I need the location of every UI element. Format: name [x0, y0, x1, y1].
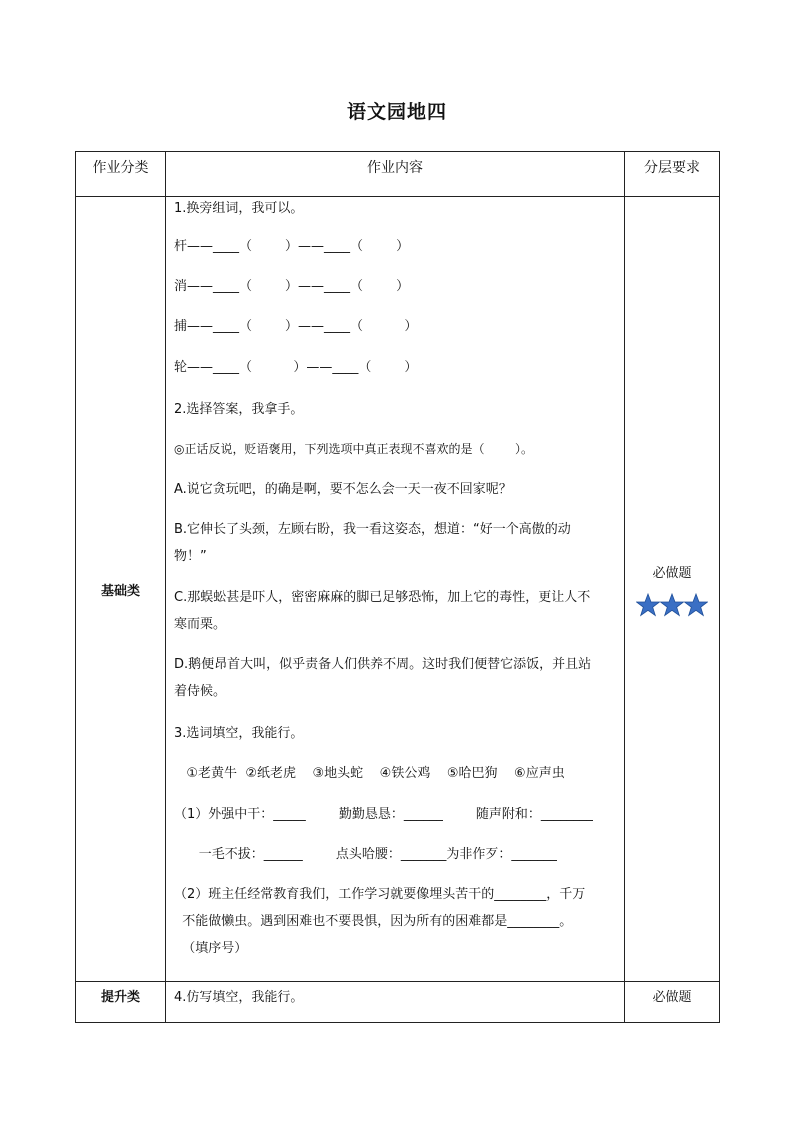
- exercise-line: A.说它贪玩吧，的确是啊，要不怎么会一天一夜不回家呢？: [174, 482, 512, 497]
- requirement-advanced: 必做题: [652, 990, 692, 1005]
- exercise-line: ①老黄牛 ②纸老虎 ③地头蛇 ④铁公鸡 ⑤哈巴狗 ⑥应声虫: [174, 766, 565, 781]
- table-header-row: [76, 152, 720, 197]
- requirement-basic-cell: [625, 197, 720, 982]
- exercise-line: （1）外强中干：_____ 勤勤恳恳：______ 随声附和：________: [174, 807, 593, 822]
- exercise-line: 杆——____（ ）——____（ ）: [174, 239, 410, 254]
- exercise-line: ◎正话反说，贬语褒用，下列选项中真正表现不喜欢的是（ ）。: [174, 442, 533, 456]
- table-row-advanced: [76, 982, 720, 1023]
- exercise-line: 4.仿写填空，我能行。: [174, 990, 304, 1005]
- exercise-line: 一毛不拔：______ 点头哈腰：_______为非作歹：_______: [174, 847, 557, 862]
- exercise-line: 物！”: [174, 549, 207, 564]
- exercise-line: 2.选择答案，我拿手。: [174, 402, 304, 417]
- requirement-basic: 必做题: [652, 565, 692, 581]
- exercise-line: （填序号）: [174, 941, 248, 956]
- header-content-cell: [166, 152, 625, 197]
- category-advanced-cell: [76, 982, 166, 1023]
- exercise-line: 寒而栗。: [174, 617, 227, 632]
- requirement-advanced-cell: [625, 982, 720, 1023]
- difficulty-stars: [625, 593, 719, 617]
- header-requirement-cell: [625, 152, 720, 197]
- header-category: 作业分类: [92, 160, 149, 176]
- category-advanced: 提升类: [100, 990, 140, 1005]
- basic-content-cell: [166, 197, 625, 982]
- exercise-line: C.那蜈蚣甚是吓人，密密麻麻的脚已足够恐怖，加上它的毒性，更让人不: [174, 590, 591, 605]
- header-content: 作业内容: [367, 160, 423, 176]
- exercise-line: 轮——____（ ）——____（ ）: [174, 360, 418, 375]
- exercise-line: B.它伸长了头颈，左顾右盼，我一看这姿态，想道：“好一个高傲的动: [174, 522, 571, 537]
- header-category-cell: [76, 152, 166, 197]
- exercise-line: D.鹅便昂首大叫，似乎责备人们供养不周。这时我们便替它添饭，并且站: [174, 657, 592, 672]
- exercise-line: 不能做懒虫。遇到困难也不要畏惧，因为所有的困难都是________。: [174, 914, 573, 929]
- star-icon: [636, 593, 660, 617]
- category-basic: 基础类: [76, 197, 166, 982]
- exercise-line: 1.换旁组词，我可以。: [174, 201, 304, 216]
- exercise-line: （2）班主任经常教育我们，工作学习就要像埋头苦干的________，千万: [174, 887, 586, 902]
- exercise-line: 捕——____（ ）——____（ ）: [174, 319, 418, 334]
- exercise-line: 消——____（ ）——____（ ）: [174, 279, 410, 294]
- star-icon: [660, 593, 684, 617]
- advanced-content-cell: [166, 982, 625, 1023]
- header-requirement: 分层要求: [644, 160, 700, 176]
- page-title: 语文园地四: [346, 101, 447, 123]
- exercise-line: 3.选词填空，我能行。: [174, 726, 304, 741]
- exercise-line: 着侍候。: [174, 684, 227, 699]
- table-row-basic: [76, 197, 720, 982]
- homework-table: [75, 151, 720, 1023]
- star-icon: [684, 593, 708, 617]
